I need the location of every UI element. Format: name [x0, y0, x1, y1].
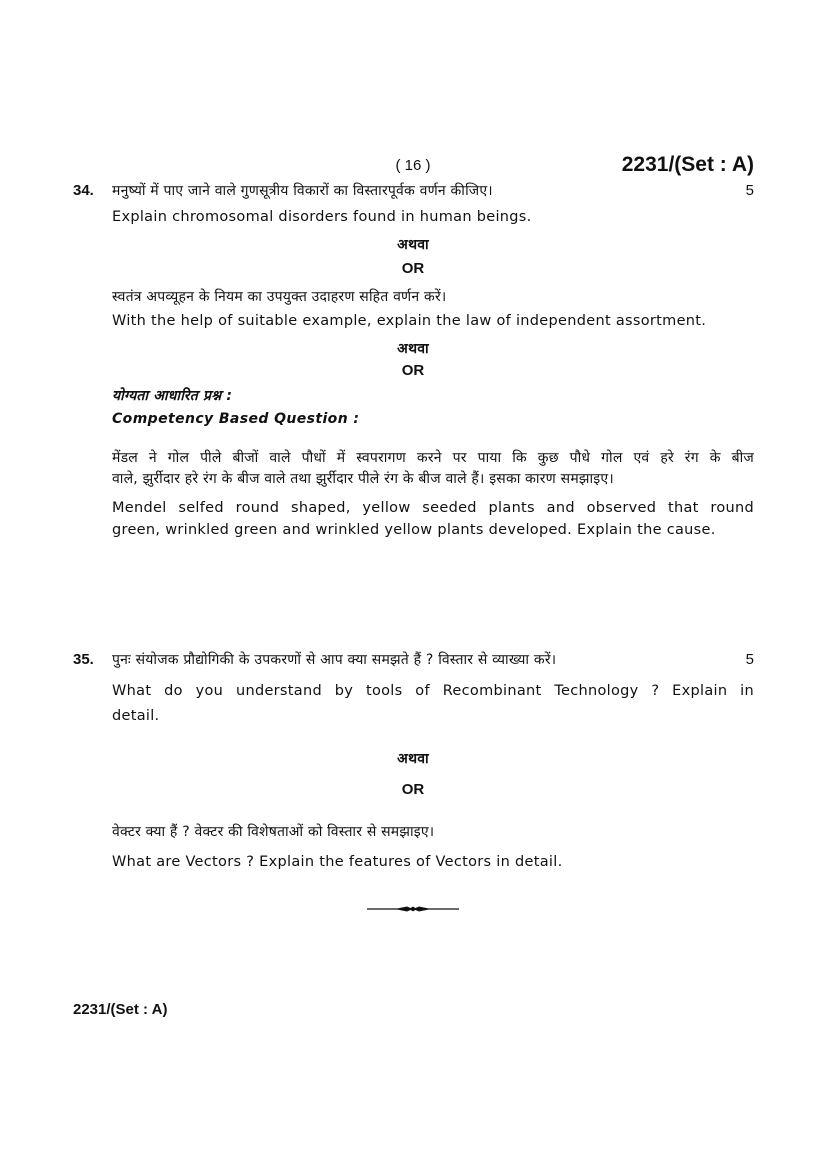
or-english-separator: OR	[401, 781, 425, 798]
or-hindi-separator: अथवा	[397, 237, 429, 253]
question-34-alt-hindi-text: स्वतंत्र अपव्यूहन के नियम का उपयुक्त उदाहरण सहित वर्णन करें।	[112, 289, 447, 305]
or-hindi-separator: अथवा	[397, 751, 429, 767]
question-35-marks: 5	[745, 651, 754, 668]
question-35-english-line-1: What do you understand by tools of Recombinant Technology ? Explain in	[112, 683, 754, 699]
competency-hindi-line-2: वाले, झुर्रीदार हरे रंग के बीज वाले तथा झुर्रीदार पीले रंग के बीज वाले हैं। इसका कारण समझाइए।	[112, 471, 614, 487]
paper-code-footer: 2231/(Set : A)	[73, 1001, 168, 1018]
competency-heading-english: Competency Based Question :	[112, 411, 360, 427]
end-ornament-divider	[365, 903, 461, 915]
question-35-hindi-text: पुनः संयोजक प्रौद्योगिकी के उपकरणों से आप क्या समझते हैं ? विस्तार से व्याख्या करें।	[112, 652, 557, 668]
or-english-separator: OR	[401, 260, 425, 277]
question-34-number: 34.	[73, 182, 94, 199]
question-35-alt-english-text: What are Vectors ? Explain the features of Vectors in detail.	[112, 854, 563, 870]
question-34-alt-english-text: With the help of suitable example, explain the law of independent assortment.	[112, 313, 707, 329]
or-english-separator: OR	[401, 362, 425, 379]
question-34-marks: 5	[745, 182, 754, 199]
page-number: ( 16 )	[395, 157, 431, 174]
question-34-hindi-text: मनुष्यों में पाए जाने वाले गुणसूत्रीय विकारों का विस्तारपूर्वक वर्णन कीजिए।	[112, 183, 493, 199]
question-35-alt-hindi-text: वेक्टर क्या हैं ? वेक्टर की विशेषताओं को विस्तार से समझाइए।	[112, 824, 435, 840]
competency-hindi-line-1: मेंडल ने गोल पीले बीजों वाले पौधों में स्वपरागण करने पर पाया कि कुछ पौधे गोल एवं हरे रंग के बीज	[112, 450, 754, 466]
competency-heading-hindi: योग्यता आधारित प्रश्न :	[112, 388, 233, 404]
question-35-english-line-2: detail.	[112, 708, 160, 724]
question-34-english-text: Explain chromosomal disorders found in human beings.	[112, 209, 532, 225]
competency-english-line-2: green, wrinkled green and wrinkled yellow plants developed. Explain the cause.	[112, 522, 716, 538]
or-hindi-separator: अथवा	[397, 341, 429, 357]
question-35-number: 35.	[73, 651, 94, 668]
paper-code-header: 2231/(Set : A)	[621, 153, 754, 176]
competency-english-line-1: Mendel selfed round shaped, yellow seeded plants and observed that round	[112, 500, 754, 516]
